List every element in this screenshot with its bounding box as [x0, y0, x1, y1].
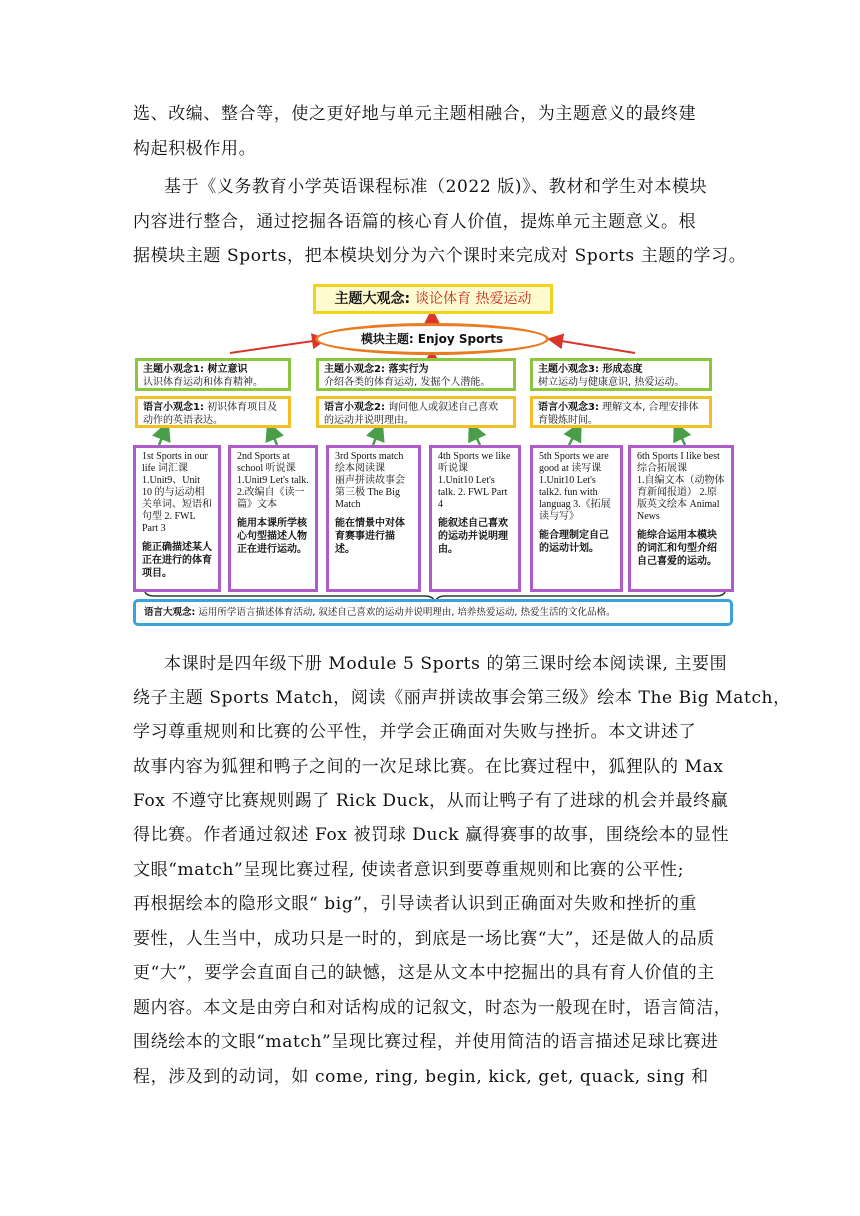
sub-idea-title: 主题小观念3: 形成态度 [538, 364, 643, 375]
text-line: 得比赛。作者通过叙述 Fox 被罚球 Duck 赢得赛事的故事，围绕绘本的显性 [133, 825, 730, 845]
language-idea-title: 语言小观念2: [324, 402, 385, 413]
lesson-box [429, 445, 521, 592]
text-line: 本课时是四年级下册 Module 5 Sports 的第三课时绘本阅读课, 主要围 [164, 654, 728, 674]
lesson-title: 1st Sports in our life 词汇课 [142, 451, 208, 474]
language-idea-box [135, 396, 291, 428]
text-line: 围绕绘本的文眼“match”呈现比赛过程，并使用简洁的语言描述足球比赛进 [133, 1032, 719, 1052]
text-line: 要性，人生当中，成功只是一时的，到底是一场比赛“大”，还是做人的品质 [133, 929, 715, 949]
text-line: 学习尊重规则和比赛的公平性，并学会正确面对失败与挫折。本文讲述了 [133, 722, 697, 742]
text-line: 据模块主题 Sports，把本模块划分为六个课时来完成对 Sports 主题的学习。 [133, 246, 747, 266]
text-line: 选、改编、整合等，使之更好地与单元主题相融合，为主题意义的最终建 [133, 104, 697, 124]
sub-idea-text: 树立运动与健康意识, 热爱运动。 [538, 377, 685, 388]
text-line: 更“大”，要学会直面自己的缺憾，这是从文本中挖掘出的具有育人价值的主 [133, 963, 715, 983]
lesson-items: 1.Unit10 Let's talk. 2. FWL Part 4 [438, 475, 508, 510]
lesson-items: 1.Unit10 Let's talk2. fun with languag 3.《拓展读与写》 [539, 475, 611, 522]
lesson-title: 3rd Sports match 绘本阅读课 [335, 451, 404, 474]
language-big-idea-box [133, 599, 733, 626]
lesson-box [326, 445, 421, 592]
sub-idea-box [530, 358, 712, 391]
lesson-goal: 能用本课所学核心句型描述人物正在进行运动。 [237, 518, 307, 555]
language-idea-title: 语言小观念1: [143, 402, 204, 413]
module-theme-oval: 模块主题: Enjoy Sports [315, 323, 549, 355]
lesson-box [133, 445, 221, 592]
lesson-box [628, 445, 734, 592]
language-idea-text: 初识体育项目及动作的英语表达。 [143, 402, 278, 426]
lesson-goal: 能叙述自己喜欢的运动并说明理由。 [438, 518, 508, 555]
lesson-title: 4th Sports we like 听说课 [438, 451, 511, 474]
language-idea-text: 询问他人或叙述自己喜欢的运动并说明理由。 [324, 402, 499, 426]
text-line: 题内容。本文是由旁白和对话构成的记叙文，时态为一般现在时，语言简洁， [133, 998, 732, 1018]
text-line: 基于《义务教育小学英语课程标准（2022 版)》、教材和学生对本模块 [164, 177, 708, 197]
lesson-title: 2nd Sports at school 听说课 [237, 451, 296, 474]
lesson-title: 6th Sports I like best 综合拓展课 [637, 451, 720, 474]
language-idea-title: 语言小观念3: [538, 402, 599, 413]
lesson-items: 丽声拼读故事会第三极 The Big Match [335, 475, 405, 510]
lesson-goal: 能合理制定自己的运动计划。 [539, 530, 609, 554]
text-line: 再根据绘本的隐形文眼“ big”，引导读者认识到正确面对失败和挫折的重 [133, 894, 697, 914]
big-idea-text: 谈论体育 热爱运动 [415, 291, 532, 307]
lesson-goal: 能在情景中对体育赛事进行描述。 [335, 518, 405, 555]
language-idea-box [316, 396, 516, 428]
text-line: 内容进行整合，通过挖掘各语篇的核心育人价值，提炼单元主题意义。根 [133, 212, 697, 232]
sub-idea-title: 主题小观念1: 树立意识 [143, 364, 248, 375]
text-line: Fox 不遵守比赛规则踢了 Rick Duck，从而让鸭子有了进球的机会并最终赢 [133, 791, 729, 811]
lesson-box [228, 445, 318, 592]
text-line: 文眼“match”呈现比赛过程, 使读者意识到要尊重规则和比赛的公平性; [133, 860, 685, 880]
sub-idea-text: 介绍各类的体育运动, 发掘个人潜能。 [324, 377, 491, 388]
text-line: 构起积极作用。 [133, 139, 257, 159]
language-big-idea-label: 语言大观念: [144, 607, 196, 618]
lesson-goal: 能正确描述某人正在进行的体育项目。 [142, 542, 212, 579]
lesson-title: 5th Sports we are good at 读写课 [539, 451, 609, 474]
language-idea-text: 理解文本, 合理安排体育锻炼时间。 [538, 402, 699, 426]
language-big-idea-text: 运用所学语言描述体育活动, 叙述自己喜欢的运动并说明理由, 培养热爱运动, 热爱生活的文化品格。 [198, 607, 616, 618]
big-idea-banner [313, 284, 553, 314]
module-structure-diagram [125, 280, 740, 632]
lesson-box [530, 445, 623, 592]
lesson-goal: 能综合运用本模块的词汇和句型介绍自己喜爱的运动。 [637, 530, 717, 567]
text-line: 故事内容为狐狸和鸭子之间的一次足球比赛。在比赛过程中，狐狸队的 Max [133, 757, 724, 777]
sub-idea-box [135, 358, 291, 391]
language-idea-box [530, 396, 712, 428]
text-line: 绕子主题 Sports Match，阅读《丽声拼读故事会第三级》绘本 The Big Match， [133, 688, 791, 708]
lesson-items: 1.Unit9 Let's talk. 2.改编自《读一篇》文本 [237, 475, 309, 510]
lesson-items: 1.Unit9、Unit 10 的与运动相关单词、短语和句型 2. FWL Part 3 [142, 475, 212, 534]
text-line: 程，涉及到的动词，如 come, ring, begin, kick, get, quack, sing 和 [133, 1067, 709, 1087]
lesson-items: 1.自编文本（动物体育新闻报道） 2.原版英文绘本 Animal News [637, 475, 725, 522]
sub-idea-title: 主题小观念2: 落实行为 [324, 364, 429, 375]
big-idea-label: 主题大观念: [334, 291, 411, 307]
sub-idea-text: 认识体育运动和体育精神。 [143, 377, 263, 388]
sub-idea-box [316, 358, 516, 391]
